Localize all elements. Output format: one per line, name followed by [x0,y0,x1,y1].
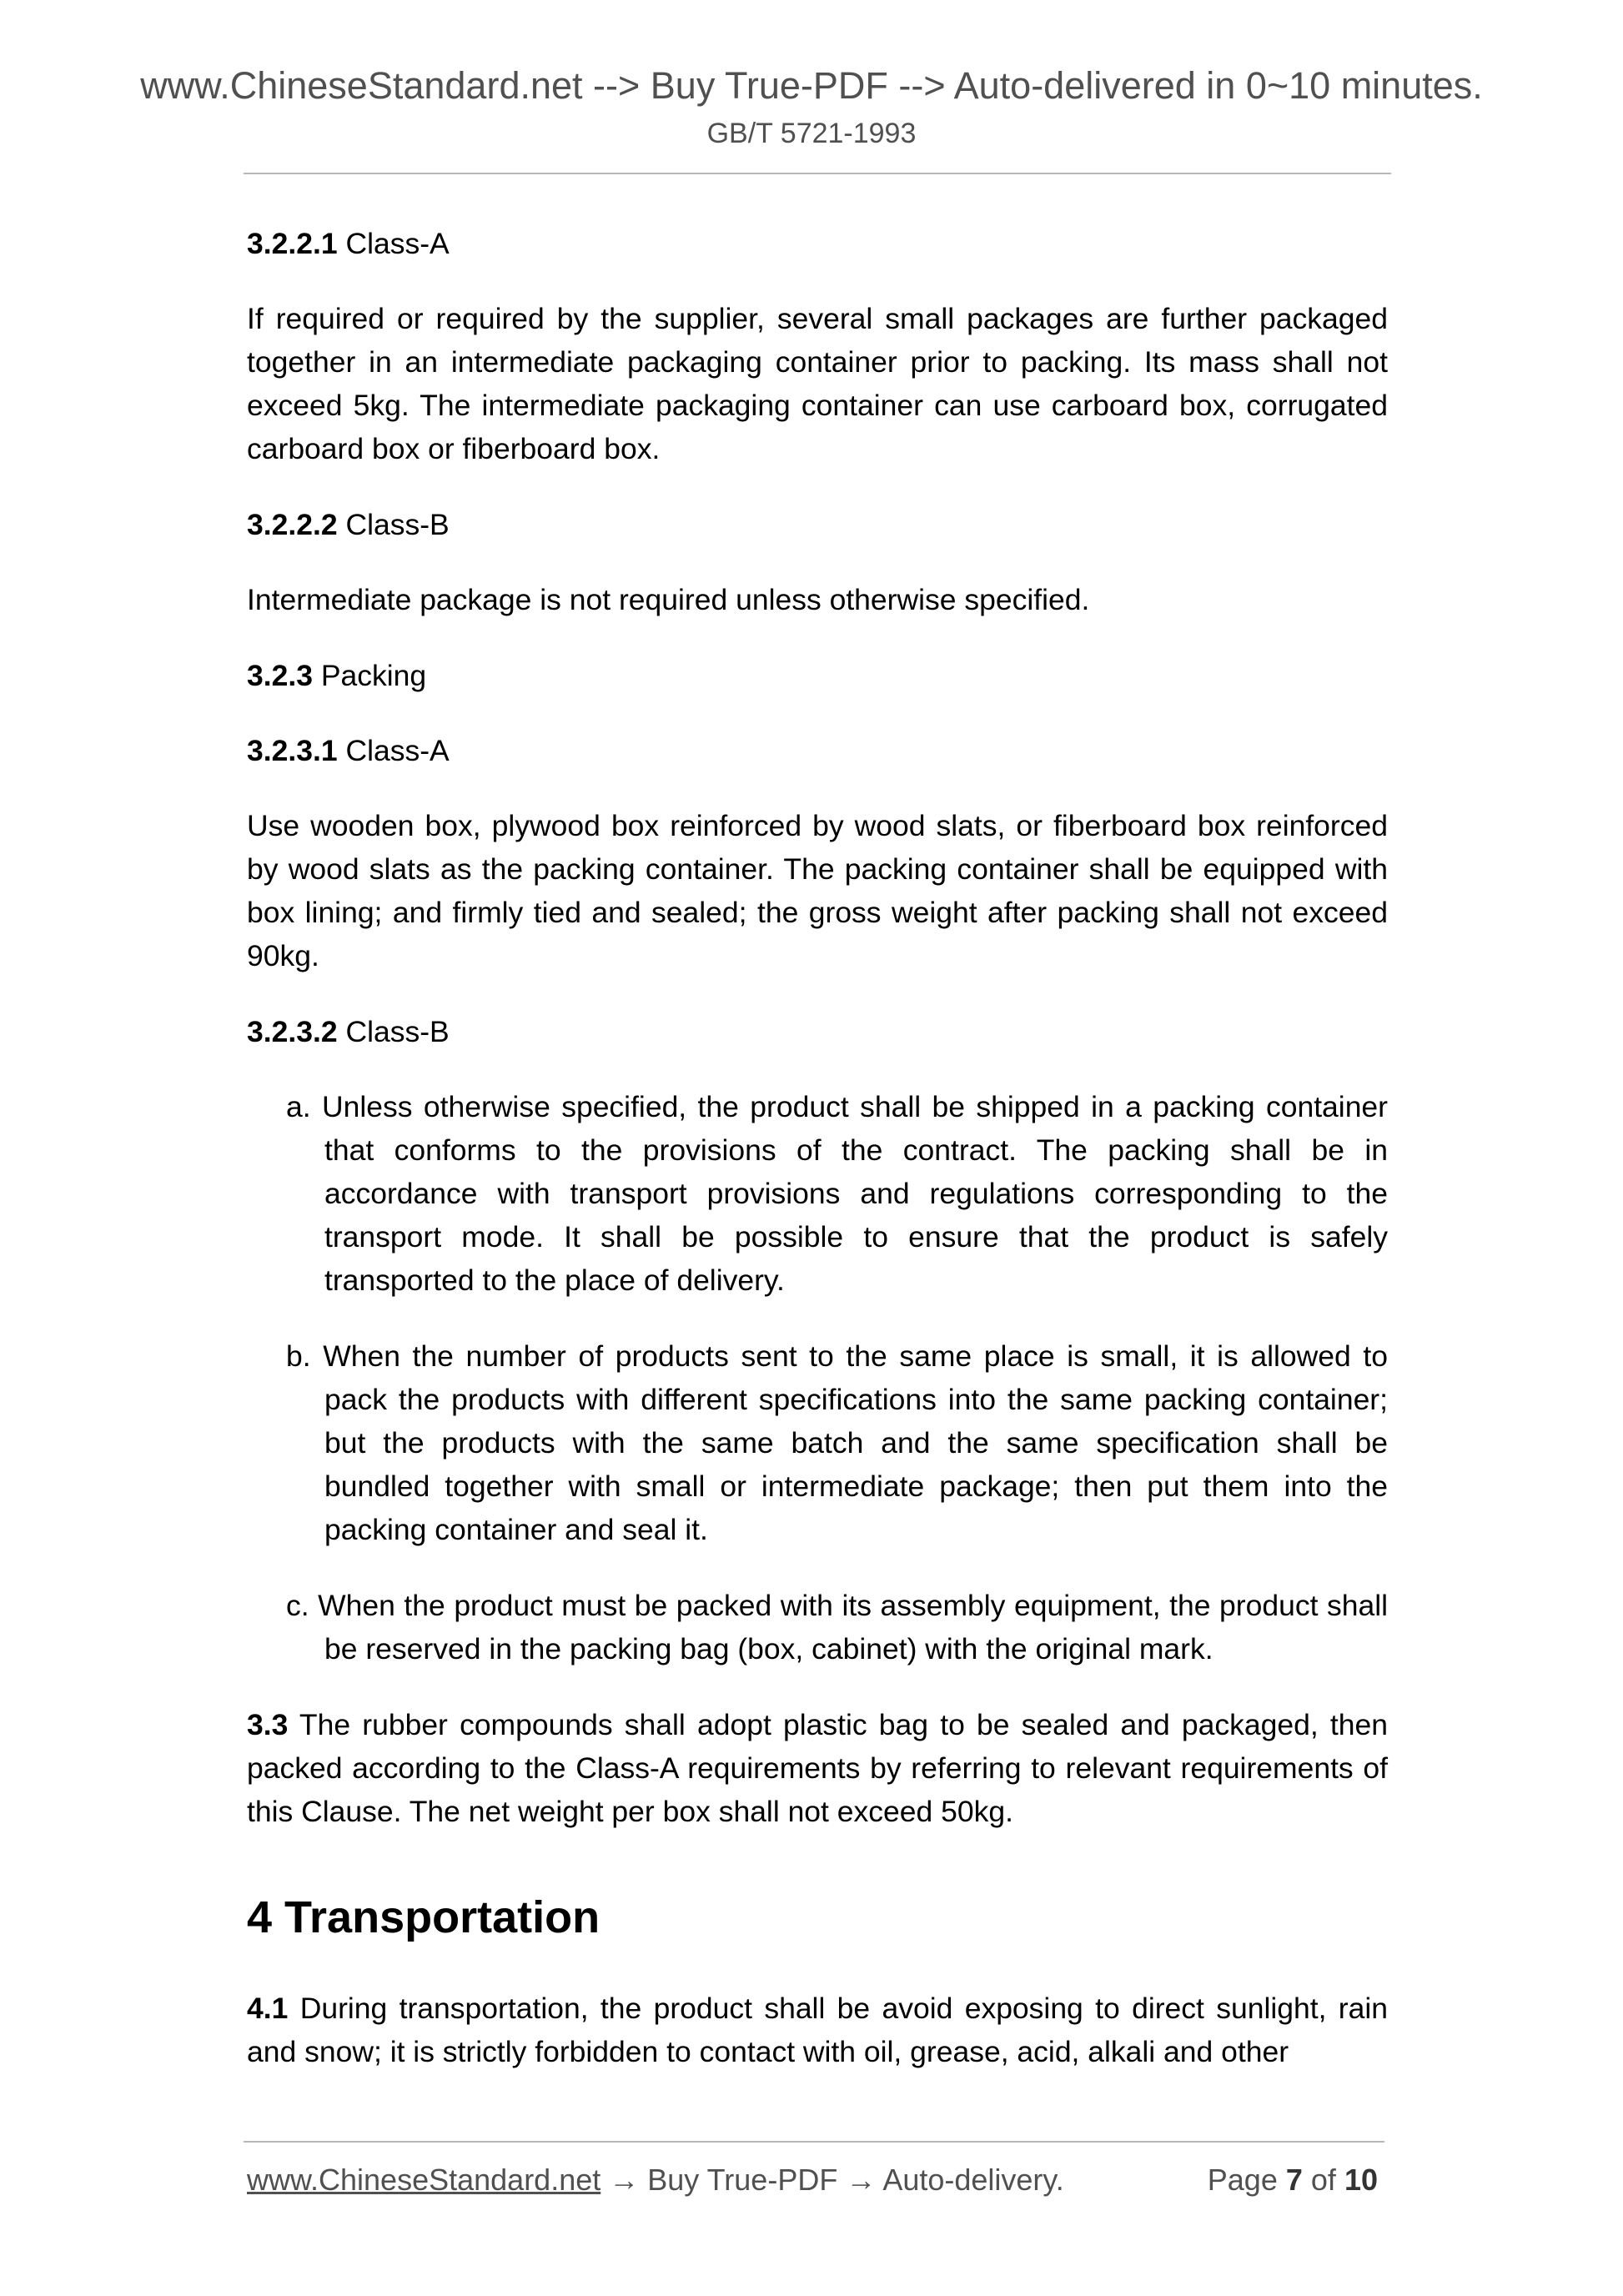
page-current: 7 [1285,2163,1303,2197]
section-heading-4: 4 Transportation [247,1892,600,1942]
clause-number: 3.2.2.2 [247,508,338,541]
clause-number: 4.1 [247,1992,289,2025]
paragraph-4-1 [247,1987,1388,2073]
clause-text: During transportation, the product shall be avoid exposing to direct sunlight, rain and snow; it is strictly forbidden to contact with oil, grease, acid, alkali and other [247,1992,1388,2068]
clause-number: 3.3 [247,1708,289,1741]
heading-3-2-3 [247,654,1388,697]
clause-title: Class-A [345,227,450,260]
clause-number: 3.2.3 [247,659,313,692]
heading-3-2-2-1 [247,222,1388,265]
standard-code: GB/T 5721-1993 [706,118,917,149]
list-item-a: a. Unless otherwise specified, the product shall be shipped in a packing container that conforms to the provisions of the contract. The packing shall be in accordance with transport provisions and regulations corresponding to the transport mode. It shall be possible to ensure that the product is safely transported to the place of delivery. [286,1090,1388,1297]
paragraph-3-2-3-1: Use wooden box, plywood box reinforced by wood slats, or fiberboard box reinforced by wood slats as the packing container. The packing container shall be equipped with box lining; and firmly tied and sealed; the gross weight after packing shall not exceed 90kg. [247,809,1388,972]
footer-promo-text: → Buy True-PDF → Auto-delivery. [600,2163,1064,2197]
clause-number: 3.2.2.1 [247,227,338,260]
clause-title: Packing [320,659,427,692]
heading-3-2-3-1 [247,729,1388,772]
document-body [247,222,1388,2106]
header-divider [244,173,1391,174]
header-banner: www.ChineseStandard.net --> Buy True-PDF --> Auto-delivered in 0~10 minutes. [140,64,1483,107]
clause-number: 3.2.3.2 [247,1015,338,1048]
footer-divider [244,2141,1384,2143]
list-item-c: c. When the product must be packed with its assembly equipment, the product shall be reserved in the packing bag (box, cabinet) with the original mark. [286,1589,1388,1665]
page-word: Page [1207,2163,1278,2197]
clause-title: Class-A [345,734,450,767]
paragraph-3-3 [247,1703,1388,1833]
clause-number: 3.2.3.1 [247,734,338,767]
heading-3-2-2-2 [247,503,1388,546]
page-number [1208,2159,1378,2201]
list-item-b: b. When the number of products sent to the same place is small, it is allowed to pack the products with different specifications into the same packing container; but the products with the same batch and the same specification shall be bundled together with small or intermediate package; then put them into the packing container and seal it. [286,1339,1388,1546]
footer-promo [247,2159,1064,2201]
paragraph-3-2-2-1: If required or required by the supplier, several small packages are further packaged together in an intermediate packaging container prior to packing. Its mass shall not exceed 5kg. The intermediate packaging container can use carboard box, corrugated carboard box or fiberboard box. [247,302,1388,465]
paragraph-3-2-2-2: Intermediate package is not required unless otherwise specified. [247,583,1090,616]
clause-title: Class-B [345,1015,450,1048]
clause-title: Class-B [345,508,450,541]
of-word: of [1310,2163,1336,2197]
page-total: 10 [1344,2163,1378,2197]
heading-3-2-3-2 [247,1010,1388,1053]
footer-website-link[interactable]: www.ChineseStandard.net [247,2163,601,2197]
clause-text: The rubber compounds shall adopt plastic bag to be sealed and packaged, then packed according to the Class-A requirements by referring to relevant requirements of this Clause. The net weight per box shall not exceed 50kg. [247,1708,1388,1828]
